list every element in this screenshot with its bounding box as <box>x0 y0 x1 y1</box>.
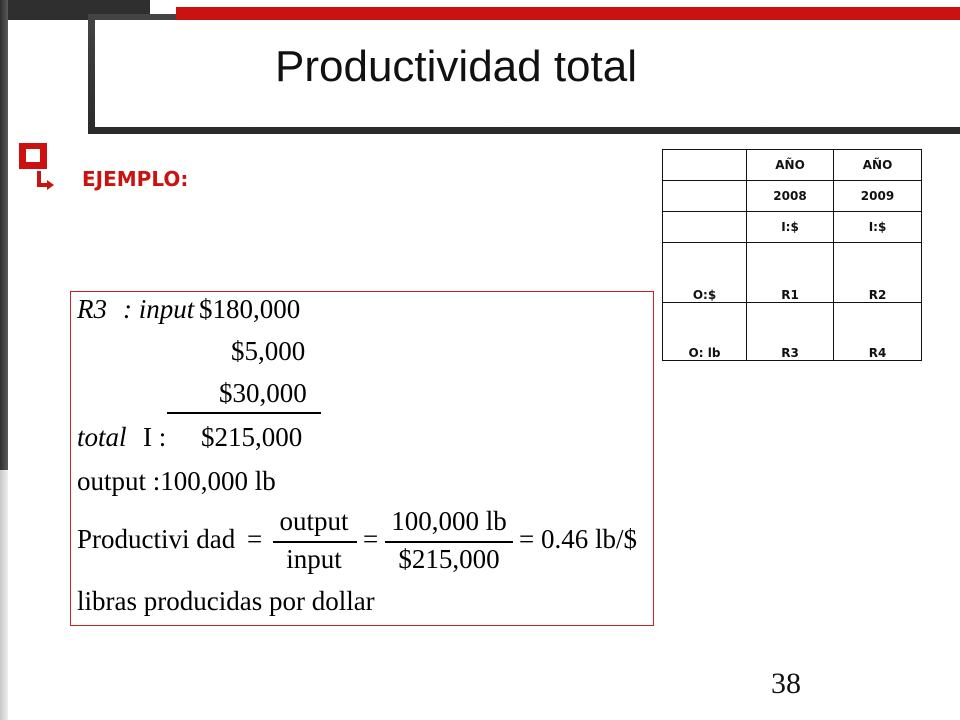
table-cell <box>663 150 747 181</box>
table-cell: AÑO <box>834 150 922 181</box>
table-row <box>663 181 922 212</box>
fraction-1-bar <box>273 541 357 543</box>
output-line: output :100,000 lb <box>77 466 276 496</box>
sum-line <box>167 412 321 414</box>
total-label: total <box>77 422 127 452</box>
title-red-bar <box>176 7 960 20</box>
table-row <box>663 150 922 181</box>
table-cell: AÑO <box>747 150 834 181</box>
table-row <box>663 212 922 243</box>
footer-line: libras producidas por dollar <box>77 586 375 616</box>
table-cell: 2008 <box>747 181 834 212</box>
table-cell: R3 <box>747 303 834 361</box>
table-cell <box>663 181 747 212</box>
fraction-2-numerator: 100,000 lb <box>391 506 507 536</box>
decorative-left-strip-light <box>0 470 8 720</box>
input-label: : input <box>123 294 195 324</box>
table-cell: R4 <box>834 303 922 361</box>
table-cell: I:$ <box>747 212 834 243</box>
table-cell: O:$ <box>663 243 747 303</box>
table-cell: O: lb <box>663 303 747 361</box>
fraction-2-denominator: $215,000 <box>398 544 500 574</box>
result-value: = 0.46 lb/$ <box>519 524 637 554</box>
formula-box <box>70 291 654 626</box>
total-i-label: I : <box>143 422 167 452</box>
bullet-icon <box>17 141 57 191</box>
page-number: 38 <box>771 667 801 700</box>
fraction-2-bar <box>385 541 513 543</box>
slide-title: Productividad total <box>275 42 637 91</box>
fraction-1-denominator: input <box>286 544 342 574</box>
productividad-label: Productivi dad <box>77 524 236 554</box>
table-row <box>663 303 922 361</box>
equals-sign-2: = <box>363 524 379 554</box>
table-cell: I:$ <box>834 212 922 243</box>
r3-label: R3 <box>77 294 107 324</box>
fraction-1-numerator: output <box>279 506 349 536</box>
table-cell <box>663 212 747 243</box>
decorative-left-strip <box>0 0 8 470</box>
data-table <box>662 149 922 361</box>
input-value-3: $30,000 <box>219 378 307 408</box>
table-cell: R1 <box>747 243 834 303</box>
table-row <box>663 243 922 303</box>
total-value: $215,000 <box>201 422 303 452</box>
input-value-1: $180,000 <box>199 294 301 324</box>
equals-sign-1: = <box>247 524 263 554</box>
table-cell: R2 <box>834 243 922 303</box>
input-value-2: $5,000 <box>231 336 306 366</box>
example-heading: EJEMPLO: <box>82 167 189 191</box>
table-cell: 2009 <box>834 181 922 212</box>
